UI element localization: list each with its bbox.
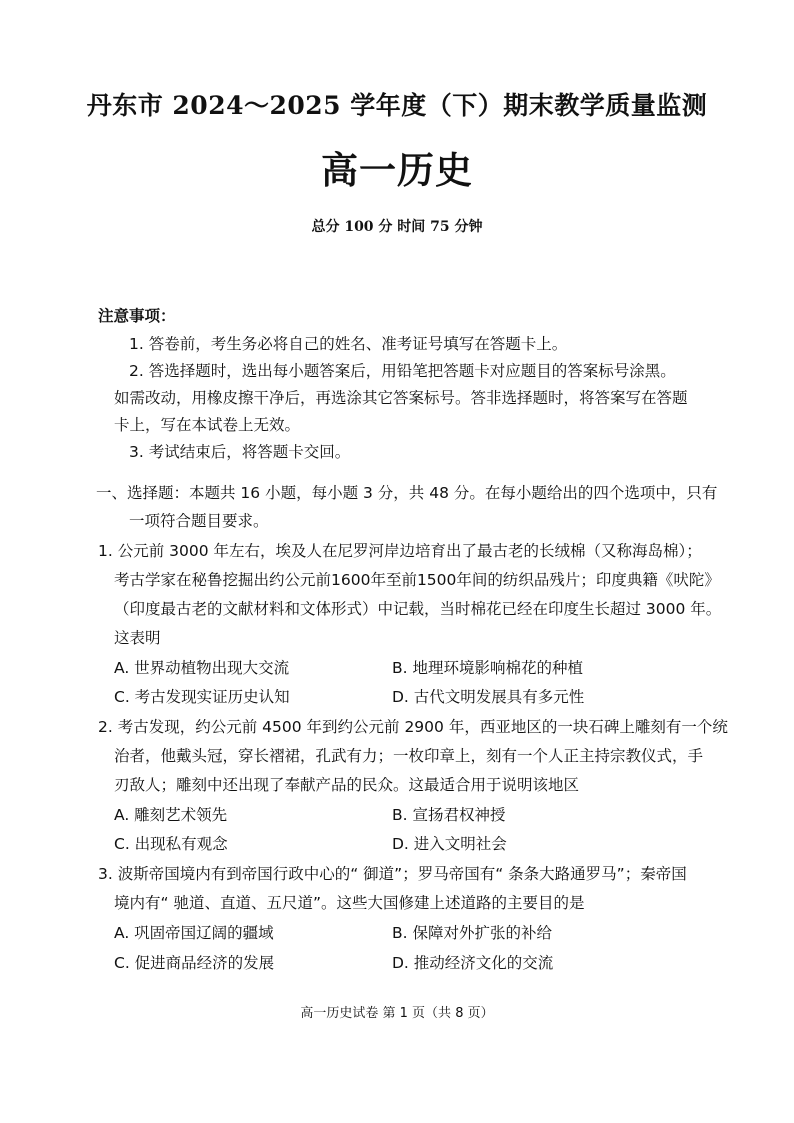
question-3-option-a[interactable]: A. 巩固帝国辽阔的疆域 <box>114 924 274 942</box>
question-2-stem: 治者，他戴头冠，穿长褶裙，孔武有力；一枚印章上，刻有一个人正主持宗教仪式，手 <box>114 747 704 765</box>
question-3-option-b[interactable]: B. 保障对外扩张的补给 <box>392 924 552 942</box>
notice-item: 2. 答选择题时，选出每小题答案后，用铅笔把答题卡对应题目的答案标号涂黑。 <box>129 362 676 380</box>
question-1-stem: （印度最古老的文献材料和文体形式）中记载，当时棉花已经在印度生长超过 3000 年。 <box>114 600 722 618</box>
question-1-option-b[interactable]: B. 地理环境影响棉花的种植 <box>392 659 583 677</box>
notice-item: 如需改动，用橡皮擦干净后，再选涂其它答案标号。答非选择题时，将答案写在答题 <box>114 389 688 407</box>
question-1-option-d[interactable]: D. 古代文明发展具有多元性 <box>392 688 585 706</box>
subject-title: 高一历史 <box>321 149 473 192</box>
score-time: 总分 100 分 时间 75 分钟 <box>311 219 483 235</box>
question-2-option-a[interactable]: A. 雕刻艺术领先 <box>114 806 228 824</box>
question-1-option-c[interactable]: C. 考古发现实证历史认知 <box>114 688 290 706</box>
question-3-option-d[interactable]: D. 推动经济文化的交流 <box>392 954 554 972</box>
question-3-option-c[interactable]: C. 促进商品经济的发展 <box>114 954 275 972</box>
question-1-stem: 这表明 <box>114 629 161 647</box>
section-instructions-cont: 一项符合题目要求。 <box>129 512 269 530</box>
notice-item: 3. 考试结束后，将答题卡交回。 <box>129 443 351 461</box>
question-2-stem: 2. 考古发现，约公元前 4500 年到约公元前 2900 年，西亚地区的一块石碑上雕刻有一个统 <box>98 718 728 736</box>
question-1-stem: 考古学家在秘鲁挖掘出约公元前1600年至前1500年间的纺织品残片；印度典籍《吠陀》 <box>114 571 720 589</box>
question-3-stem: 境内有“ 驰道、直道、五尺道”。这些大国修建上述道路的主要目的是 <box>114 894 585 912</box>
section-instructions: 一、选择题：本题共 16 小题，每小题 3 分，共 48 分。在每小题给出的四个选项中，只有 <box>96 484 718 502</box>
question-1-stem: 1. 公元前 3000 年左右，埃及人在尼罗河岸边培育出了最古老的长绒棉（又称海岛棉）； <box>98 542 702 560</box>
question-1-option-a[interactable]: A. 世界动植物出现大交流 <box>114 659 290 677</box>
exam-title: 丹东市 2024～2025 学年度（下）期末教学质量监测 <box>86 91 708 120</box>
question-3-stem: 3. 波斯帝国境内有到帝国行政中心的“ 御道”；罗马帝国有“ 条条大路通罗马”；秦帝国 <box>98 865 687 883</box>
page-footer: 高一历史试卷 第 1 页（共 8 页） <box>300 1006 494 1021</box>
notice-item: 卡上，写在本试卷上无效。 <box>114 416 301 434</box>
notice-heading: 注意事项： <box>98 307 176 325</box>
notice-item: 1. 答卷前，考生务必将自己的姓名、准考证号填写在答题卡上。 <box>129 335 568 353</box>
question-2-option-d[interactable]: D. 进入文明社会 <box>392 835 507 853</box>
question-2-option-c[interactable]: C. 出现私有观念 <box>114 835 228 853</box>
question-2-stem: 刃敌人；雕刻中还出现了奉献产品的民众。这最适合用于说明该地区 <box>114 776 580 794</box>
question-2-option-b[interactable]: B. 宣扬君权神授 <box>392 806 506 824</box>
